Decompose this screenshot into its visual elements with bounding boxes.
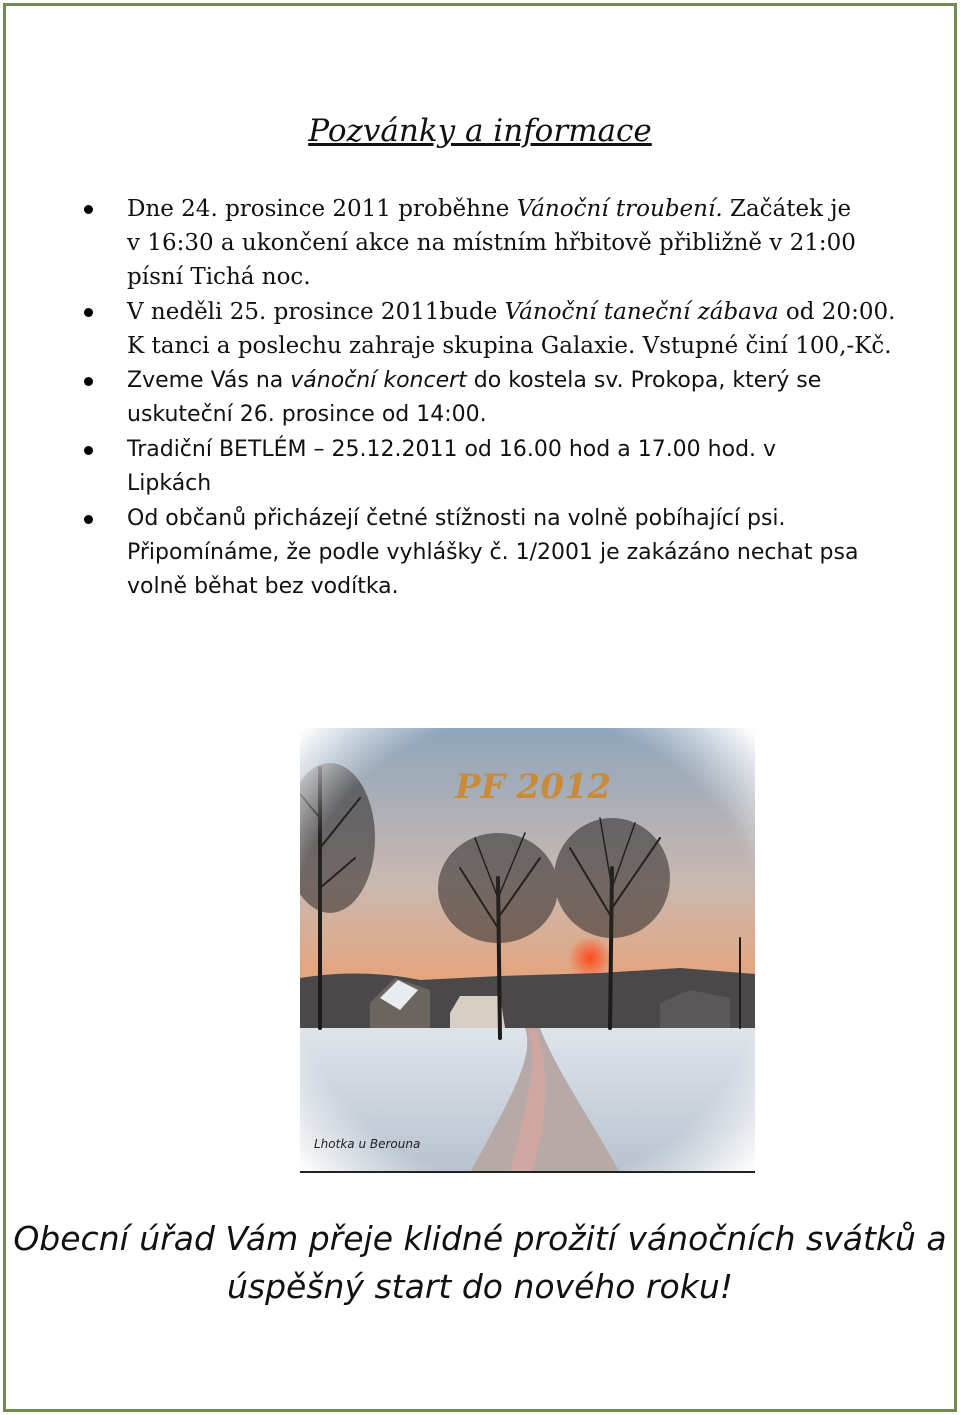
page-title: Pozvánky a informace — [308, 113, 652, 149]
announcement-text — [127, 192, 930, 294]
pf-2012-photo — [300, 728, 755, 1173]
text-run: od 20:00. — [778, 299, 896, 325]
place-caption: Lhotka u Berouna — [314, 1137, 421, 1151]
text-line — [127, 364, 930, 398]
text-run: Zveme Vás na — [127, 368, 291, 393]
text-line — [127, 570, 930, 604]
announcement-list — [0, 192, 960, 605]
bullet-icon — [84, 515, 93, 524]
text-run: Připomínáme, že podle vyhlášky č. 1/2001 je zakázáno nechat psa — [127, 540, 859, 565]
text-run: do kostela sv. Prokopa, který se — [466, 368, 822, 393]
announcement-item — [0, 433, 960, 501]
text-run: Lipkách — [127, 471, 212, 496]
text-line — [127, 433, 930, 467]
text-line — [127, 502, 930, 536]
bullet-icon — [84, 205, 93, 214]
greeting-line-2: úspěšný start do nového roku! — [226, 1267, 733, 1306]
emphasis-run: Vánoční taneční zábava — [504, 299, 779, 325]
text-run: volně běhat bez vodítka. — [127, 574, 399, 599]
bullet-icon — [84, 446, 93, 455]
photo-divider — [300, 1171, 755, 1173]
text-line — [127, 467, 930, 501]
text-line — [127, 226, 930, 260]
pf-caption: PF 2012 — [455, 767, 612, 807]
text-run: v 16:30 a ukončení akce na místním hřbitově přibližně v 21:00 — [127, 230, 856, 256]
bullet-icon — [84, 377, 93, 386]
text-line — [127, 398, 930, 432]
announcement-text — [127, 433, 930, 501]
text-run: Dne 24. prosince 2011 proběhne — [127, 196, 517, 222]
text-run: písní Tichá noc. — [127, 264, 311, 290]
announcement-item — [0, 295, 960, 363]
text-line — [127, 536, 930, 570]
announcement-item — [0, 364, 960, 432]
announcement-text — [127, 364, 930, 432]
emphasis-run: Vánoční troubení. — [516, 196, 723, 222]
text-run: Od občanů přicházejí četné stížnosti na volně pobíhající psi. — [127, 506, 786, 531]
greeting-line-1: Obecní úřad Vám přeje klidné prožití vánočních svátků a — [13, 1219, 947, 1258]
announcement-item — [0, 502, 960, 604]
text-run: Začátek je — [722, 196, 852, 222]
text-line — [127, 295, 930, 329]
bullet-icon — [84, 308, 93, 317]
text-run: uskuteční 26. prosince od 14:00. — [127, 402, 487, 427]
text-line — [127, 329, 930, 363]
announcement-text — [127, 502, 930, 604]
text-line — [127, 260, 930, 294]
text-line — [127, 192, 930, 226]
text-run: Tradiční BETLÉM – 25.12.2011 od 16.00 hod a 17.00 hod. v — [127, 437, 777, 462]
text-run: V neděli 25. prosince 2011bude — [127, 299, 505, 325]
text-run: K tanci a poslechu zahraje skupina Galaxie. Vstupné činí 100,-Kč. — [127, 333, 892, 359]
announcement-text — [127, 295, 930, 363]
announcement-item — [0, 192, 960, 294]
emphasis-run: vánoční koncert — [290, 368, 467, 393]
greeting-text — [0, 1215, 960, 1311]
